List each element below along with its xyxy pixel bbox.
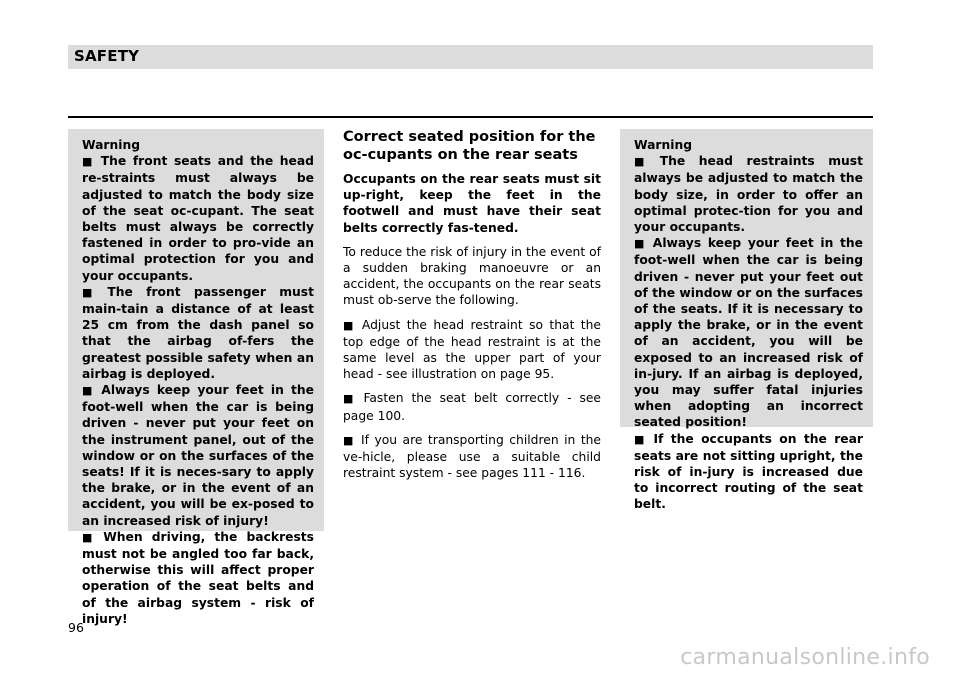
list-item: ■ If you are transporting children in the ve-hicle, please use a suitable child restraint system - see pages 111 - 116.	[343, 432, 602, 481]
bullet-square-icon: ■	[634, 237, 647, 251]
bullet-square-icon: ■	[634, 155, 654, 169]
horizontal-rule	[68, 116, 873, 118]
warning-box-rear-seats	[620, 129, 873, 512]
intro-paragraph: Occupants on the rear seats must sit up-right, keep the feet in the footwell and must have their seat belts correctly fas-tened.	[343, 172, 601, 235]
warning-item: ■ When driving, the backrests must not be angled too far back, otherwise this will affect proper operation of the seat belts and of the airbag system - risk of injury!	[82, 529, 314, 626]
warning-heading: Warning	[634, 138, 693, 152]
bullet-square-icon: ■	[634, 432, 648, 446]
section-title: SAFETY	[74, 47, 140, 65]
watermark: carmanualsonline.info	[680, 645, 930, 670]
list-item: ■ Fasten the seat belt correctly - see page 100.	[343, 391, 601, 423]
bullet-square-icon: ■	[82, 384, 96, 398]
warning-item: ■ The front seats and the head re-straints must always be adjusted to match the body size of the seat oc-cupant. The seat belts must always be correctly fastened in order to pro-vide an optimal protection for you and your occupants.	[82, 154, 314, 283]
bullet-square-icon: ■	[343, 392, 358, 406]
bullet-square-icon: ■	[82, 285, 102, 299]
warning-item: ■ The head restraints must always be adjusted to match the body size, in order to offer an optimal protec-tion for you and your occupants.	[634, 154, 863, 235]
page-number: 96	[68, 620, 84, 635]
warning-item: ■ Always keep your feet in the foot-well when the car is being driven - never put your feet out of the window or on the surfaces of the seats. If it is necessary to apply the brake, or in the event of an accident, you will be exposed to an increased risk of in-jury. If an airbag is deployed, you may suffer fatal injuries when adopting an incorrect seated position!	[634, 236, 863, 430]
bullet-square-icon: ■	[82, 155, 95, 169]
bullet-square-icon: ■	[82, 530, 98, 544]
body-paragraph: To reduce the risk of injury in the event of a sudden braking manoeuvre or an accident, the occupants on the rear seats must ob-serve the following.	[343, 244, 601, 308]
bullet-square-icon: ■	[343, 433, 355, 447]
warning-item: ■ The front passenger must main-tain a distance of at least 25 cm from the dash panel so that the airbag of-fers the greatest possible safety when an airbag is deployed.	[82, 284, 314, 381]
warning-box-front-seats	[68, 129, 324, 626]
list-item: ■ Adjust the head restraint so that the top edge of the head restraint is at the same level as the upper part of your head - see illustration on page 95.	[343, 317, 601, 382]
section-header-bar	[68, 45, 873, 69]
warning-heading: Warning	[82, 138, 141, 152]
warning-item: ■ Always keep your feet in the foot-well when the car is being driven - never put your feet on the instrument panel, out of the window or on the surfaces of the seats! If it is neces-sary to apply the brake, or in the event of an accident, you will be ex-posed to an increased risk of injury!	[82, 383, 314, 528]
content-heading: Correct seated position for the oc-cupants on the rear seats	[343, 129, 596, 163]
bullet-square-icon: ■	[343, 318, 356, 332]
main-content-column	[343, 128, 601, 489]
warning-item: ■ If the occupants on the rear seats are not sitting upright, the risk of in-jury is increased due to incorrect routing of the seat belt.	[634, 431, 863, 512]
